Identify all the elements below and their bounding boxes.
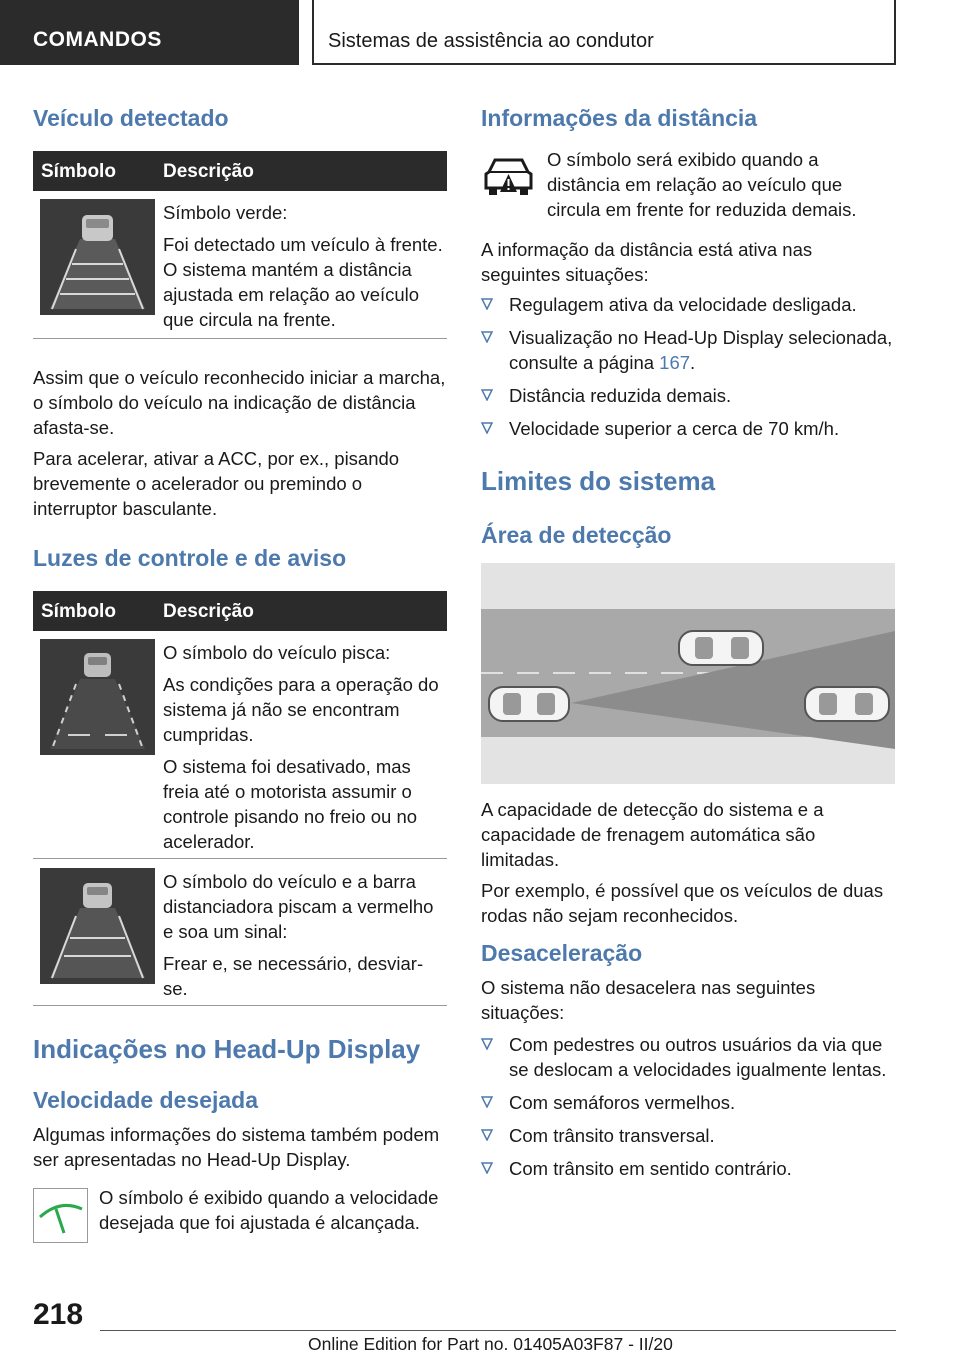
- table1-header: [33, 151, 447, 191]
- table1-divider: [33, 338, 447, 339]
- heading-head-up-display: Indicações no Head-Up Display: [33, 1034, 421, 1064]
- list-item: Com semáforos vermelhos.: [481, 1090, 895, 1115]
- table2-row1-p3: O sistema foi desativado, mas freia até o motorista assumir o controle pisando no freio ou no acelerador.: [163, 756, 418, 852]
- table2-col-description: Descrição: [163, 601, 254, 622]
- bullet-list-situacoes: [481, 292, 895, 449]
- heading-desaceleracao: Desaceleração: [481, 940, 643, 966]
- car-ego: [489, 687, 569, 721]
- paragraph-desacelera: O sistema não desacelera nas seguintes situações:: [481, 977, 816, 1023]
- table1-row1-p1: Símbolo verde:: [163, 202, 288, 223]
- acc-vehicle-blink-symbol: [40, 639, 155, 755]
- table2-row2-p1: O símbolo do veículo e a barra distanciadora piscam a vermelho e soa um sinal:: [163, 871, 434, 942]
- paragraph-exemplo: Por exemplo, é possível que os veículos de duas rodas não sejam reconhecidos.: [481, 880, 884, 926]
- bullet-triangle-icon: [481, 422, 493, 434]
- bullet-triangle-icon: [481, 1162, 493, 1174]
- acc-vehicle-detected-symbol: [40, 199, 155, 315]
- paragraph-info-distancia: O símbolo será exibido quando a distância em relação ao veículo que circula em frente for reduzida demais.: [547, 149, 857, 220]
- heading-informacoes-distancia: Informações da distância: [481, 105, 758, 131]
- table2-divider-2: [33, 1005, 447, 1006]
- table2-row1-p1: O símbolo do veículo pisca:: [163, 642, 391, 663]
- table2-row2-description: [163, 869, 447, 1008]
- paragraph-algumas: Algumas informações do sistema também podem ser apresentadas no Head-Up Display.: [33, 1124, 440, 1170]
- detection-area-illustration: [481, 563, 895, 784]
- header-chapter-label: Sistemas de assistência ao condutor: [328, 30, 654, 52]
- table1-col-description: Descrição: [163, 161, 254, 182]
- acc-vehicle-bar-warning-symbol: [40, 868, 155, 984]
- table2-col-symbol: Símbolo: [41, 601, 116, 622]
- heading-luzes: Luzes de controle e de aviso: [33, 545, 347, 571]
- bullet-triangle-icon: [481, 389, 493, 401]
- paragraph-ativa: A informação da distância está ativa nas seguintes situações:: [481, 239, 813, 285]
- header-section-label: COMANDOS: [33, 28, 162, 51]
- list-item: Velocidade superior a cerca de 70 km/h.: [481, 416, 895, 441]
- heading-velocidade-desejada: Velocidade desejada: [33, 1087, 259, 1113]
- bullet-triangle-icon: [481, 1038, 493, 1050]
- bullet-triangle-icon: [481, 331, 493, 343]
- table2-row1-p2: As condições para a operação do sistema já não se encontram cumpridas.: [163, 674, 439, 745]
- heading-limites: Limites do sistema: [481, 466, 716, 496]
- list-item: Com pedestres ou outros usuários da via que se deslocam a velocidades igualmente lentas.: [481, 1032, 895, 1082]
- header-section-tab: [0, 0, 299, 65]
- table2-row2-p2: Frear e, se necessário, desviar-se.: [163, 953, 424, 999]
- list-item: Com trânsito em sentido contrário.: [481, 1156, 895, 1181]
- paragraph-capacidade: A capacidade de detecção do sistema e a capacidade de frenagem automática são limitadas.: [481, 799, 824, 870]
- list-item: Regulagem ativa da velocidade desligada.: [481, 292, 895, 317]
- bullet-list-desaceleracao: [481, 1032, 895, 1189]
- bullet-triangle-icon: [481, 1129, 493, 1141]
- paragraph-para-acelerar: Para acelerar, ativar a ACC, por ex., pisando brevemente o acelerador ou premindo o interruptor basculante.: [33, 448, 400, 519]
- table2-header: [33, 591, 447, 631]
- right-body-limites: [481, 797, 895, 934]
- bullet-triangle-icon: [481, 1096, 493, 1108]
- page-number: 218: [33, 1298, 84, 1331]
- car-front-right: [805, 687, 889, 721]
- list-item: Visualização no Head-Up Display selecionada, consulte a página 167.: [481, 325, 895, 375]
- page-link-167[interactable]: 167: [659, 352, 691, 373]
- table2-row1-description: [163, 640, 447, 861]
- footer-edition: Online Edition for Part no. 01405A03F87 - II/20: [308, 1334, 673, 1354]
- distance-warning-car-icon: [481, 150, 536, 200]
- paragraph-simbolo-velocidade: O símbolo é exibido quando a velocidade desejada que foi ajustada é alcançada.: [99, 1187, 439, 1233]
- left-body-1: [33, 365, 447, 527]
- header-chapter-tab: [312, 0, 896, 65]
- list-item: Com trânsito transversal.: [481, 1123, 895, 1148]
- table1-row1-description: [163, 200, 447, 339]
- heading-area-deteccao: Área de detecção: [481, 522, 672, 548]
- heading-veiculo-detectado: Veículo detectado: [33, 105, 229, 131]
- car-front-center: [679, 631, 763, 665]
- footer-divider: [100, 1330, 896, 1331]
- paragraph-assim: Assim que o veículo reconhecido iniciar a marcha, o símbolo do veículo na indicação de distância afasta-se.: [33, 367, 446, 438]
- table1-row1-p2: Foi detectado um veículo à frente. O sistema mantém a distância ajustada em relação ao veículo que circula na frente.: [163, 234, 443, 330]
- list-item: Distância reduzida demais.: [481, 383, 895, 408]
- table1-col-symbol: Símbolo: [41, 161, 116, 182]
- desired-speed-icon: [33, 1188, 88, 1243]
- table2-divider-1: [33, 858, 447, 859]
- bullet-triangle-icon: [481, 298, 493, 310]
